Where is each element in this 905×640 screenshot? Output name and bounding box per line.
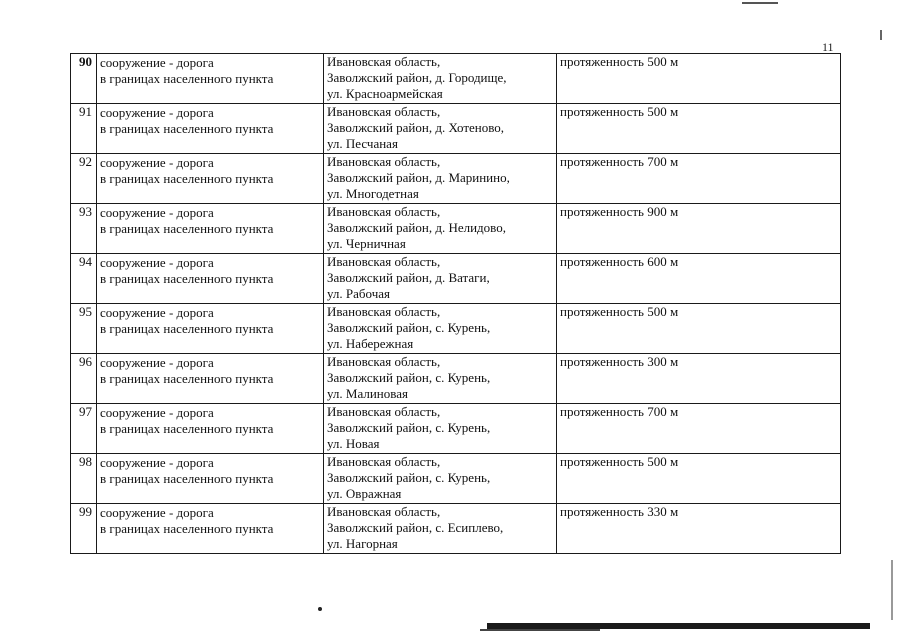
- address-line: ул. Многодетная: [327, 186, 419, 201]
- property-type-line: в границах населенного пункта: [100, 471, 274, 486]
- address-line: Заволжский район, д. Городище,: [327, 70, 507, 85]
- property-type-line: в границах населенного пункта: [100, 421, 274, 436]
- property-type-line: в границах населенного пункта: [100, 171, 274, 186]
- table-body: [71, 54, 841, 554]
- scan-artifact-edge-low: [891, 560, 893, 620]
- address-cell: [324, 354, 557, 404]
- table-row: [71, 354, 841, 404]
- scan-artifact-dot: [318, 607, 322, 611]
- property-type-cell: [97, 204, 324, 254]
- address-line: ул. Малиновая: [327, 386, 408, 401]
- property-type-line: сооружение - дорога: [100, 305, 214, 320]
- table-row: [71, 304, 841, 354]
- scan-artifact-edge: [880, 30, 882, 40]
- property-type-cell: [97, 504, 324, 554]
- row-number: 99: [71, 504, 97, 554]
- row-number: 98: [71, 454, 97, 504]
- row-number: 92: [71, 154, 97, 204]
- address-line: Ивановская область,: [327, 104, 441, 119]
- table-row: [71, 154, 841, 204]
- row-number: 97: [71, 404, 97, 454]
- extent-cell: протяженность 500 м: [557, 304, 841, 354]
- extent-cell: протяженность 330 м: [557, 504, 841, 554]
- property-type-cell: [97, 404, 324, 454]
- extent-cell: протяженность 900 м: [557, 204, 841, 254]
- property-type-cell: [97, 54, 324, 104]
- property-type-line: сооружение - дорога: [100, 155, 214, 170]
- address-cell: [324, 504, 557, 554]
- address-line: ул. Песчаная: [327, 136, 398, 151]
- address-line: Заволжский район, с. Курень,: [327, 370, 491, 385]
- extent-cell: протяженность 600 м: [557, 254, 841, 304]
- row-number: 95: [71, 304, 97, 354]
- address-line: Ивановская область,: [327, 54, 441, 69]
- address-line: ул. Набережная: [327, 336, 414, 351]
- address-cell: [324, 304, 557, 354]
- property-type-line: сооружение - дорога: [100, 255, 214, 270]
- row-number: 93: [71, 204, 97, 254]
- extent-cell: протяженность 300 м: [557, 354, 841, 404]
- row-number: 90: [71, 54, 97, 104]
- property-type-line: сооружение - дорога: [100, 55, 214, 70]
- address-line: Ивановская область,: [327, 304, 441, 319]
- property-type-cell: [97, 254, 324, 304]
- table-row: [71, 54, 841, 104]
- address-line: Ивановская область,: [327, 154, 441, 169]
- property-type-line: в границах населенного пункта: [100, 271, 274, 286]
- address-line: ул. Черничная: [327, 236, 406, 251]
- property-type-line: в границах населенного пункта: [100, 221, 274, 236]
- property-type-cell: [97, 104, 324, 154]
- scan-artifact-line: [480, 629, 600, 631]
- address-line: Заволжский район, д. Ватаги,: [327, 270, 490, 285]
- table-row: [71, 104, 841, 154]
- table-row: [71, 404, 841, 454]
- property-type-line: в границах населенного пункта: [100, 521, 274, 536]
- row-number: 94: [71, 254, 97, 304]
- address-line: Заволжский район, д. Хотеново,: [327, 120, 505, 135]
- table-row: [71, 254, 841, 304]
- address-line: ул. Новая: [327, 436, 380, 451]
- address-line: Заволжский район, д. Нелидово,: [327, 220, 506, 235]
- row-number: 91: [71, 104, 97, 154]
- table-row: [71, 454, 841, 504]
- table-row: [71, 204, 841, 254]
- extent-cell: протяженность 700 м: [557, 404, 841, 454]
- extent-cell: протяженность 500 м: [557, 454, 841, 504]
- property-type-cell: [97, 154, 324, 204]
- address-line: Заволжский район, с. Курень,: [327, 420, 491, 435]
- property-type-cell: [97, 454, 324, 504]
- address-line: ул. Нагорная: [327, 536, 398, 551]
- extent-cell: протяженность 700 м: [557, 154, 841, 204]
- address-line: Заволжский район, с. Курень,: [327, 470, 491, 485]
- road-registry-table: [70, 53, 841, 554]
- property-type-line: сооружение - дорога: [100, 505, 214, 520]
- address-line: Заволжский район, д. Маринино,: [327, 170, 510, 185]
- address-line: Ивановская область,: [327, 454, 441, 469]
- address-line: Ивановская область,: [327, 404, 441, 419]
- property-type-cell: [97, 354, 324, 404]
- address-cell: [324, 104, 557, 154]
- address-line: ул. Рабочая: [327, 286, 390, 301]
- row-number: 96: [71, 354, 97, 404]
- property-type-line: сооружение - дорога: [100, 455, 214, 470]
- extent-cell: протяженность 500 м: [557, 54, 841, 104]
- property-type-line: в границах населенного пункта: [100, 121, 274, 136]
- property-type-line: сооружение - дорога: [100, 105, 214, 120]
- address-line: ул. Красноармейская: [327, 86, 443, 101]
- address-line: Ивановская область,: [327, 204, 441, 219]
- address-cell: [324, 154, 557, 204]
- property-type-line: в границах населенного пункта: [100, 371, 274, 386]
- address-cell: [324, 54, 557, 104]
- address-cell: [324, 404, 557, 454]
- property-type-line: сооружение - дорога: [100, 355, 214, 370]
- address-cell: [324, 254, 557, 304]
- table-row: [71, 504, 841, 554]
- scan-artifact-top: [742, 2, 778, 4]
- address-line: ул. Овражная: [327, 486, 402, 501]
- property-type-cell: [97, 304, 324, 354]
- address-cell: [324, 454, 557, 504]
- property-type-line: в границах населенного пункта: [100, 321, 274, 336]
- address-line: Ивановская область,: [327, 354, 441, 369]
- address-line: Заволжский район, с. Есиплево,: [327, 520, 504, 535]
- address-line: Ивановская область,: [327, 254, 441, 269]
- property-type-line: сооружение - дорога: [100, 405, 214, 420]
- extent-cell: протяженность 500 м: [557, 104, 841, 154]
- address-line: Заволжский район, с. Курень,: [327, 320, 491, 335]
- property-type-line: в границах населенного пункта: [100, 71, 274, 86]
- address-line: Ивановская область,: [327, 504, 441, 519]
- page-number: 11: [822, 40, 834, 54]
- property-type-line: сооружение - дорога: [100, 205, 214, 220]
- address-cell: [324, 204, 557, 254]
